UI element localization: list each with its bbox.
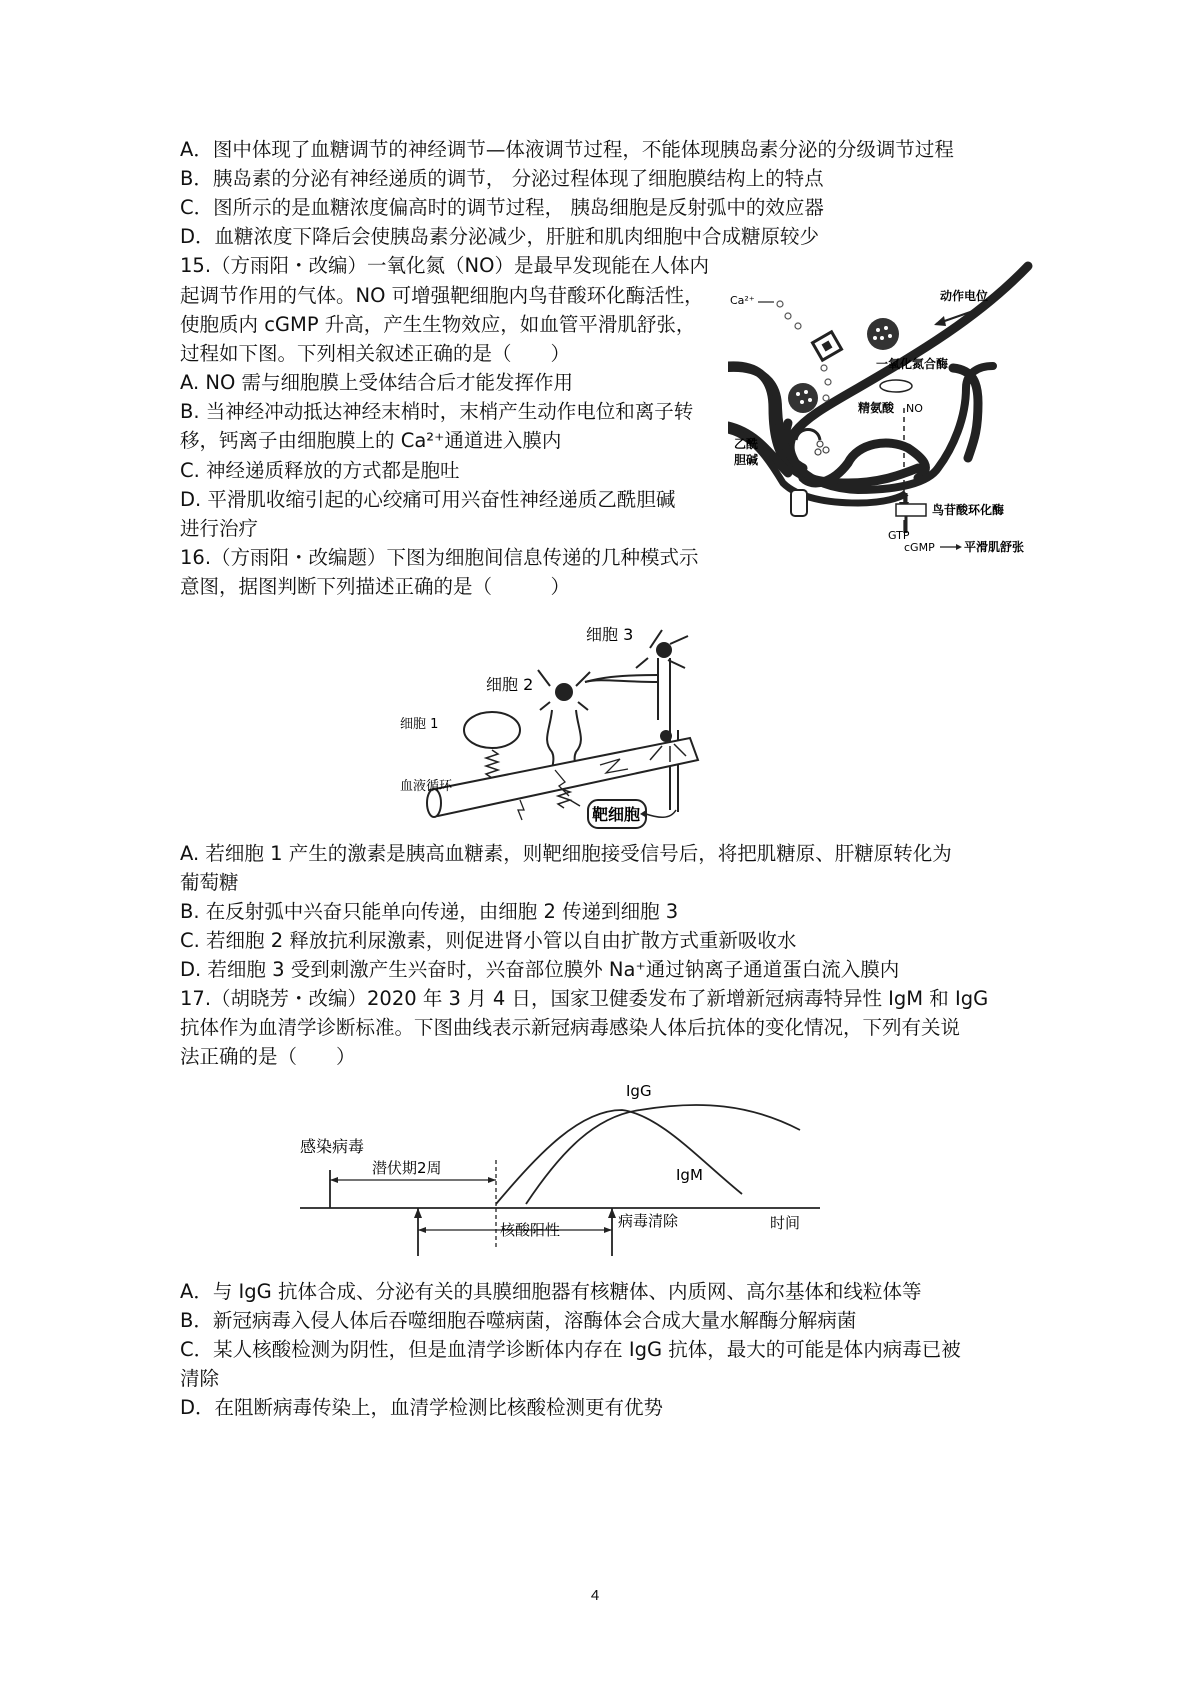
q15-option-d: D. 平滑肌收缩引起的心绞痛可用兴奋性神经递质乙酰胆碱 [180,488,676,511]
cell1-label: 细胞 1 [400,717,439,732]
cgmp-label: cGMP [904,541,935,554]
q17-option-d: D．在阻断病毒传染上，血清学检测比核酸检测更有优势 [180,1396,664,1419]
q16-option-a: A. 若细胞 1 产生的激素是胰高血糖素，则靶细胞接受信号后，将把肌糖原、肝糖原转化为 [180,842,952,865]
q16-stem-line-2: 意图，据图判断下列描述正确的是（ ） [180,575,571,598]
igm-curve [496,1110,742,1204]
exocytosis-site [796,430,820,441]
guanylate-cyclase [896,504,926,516]
q17-option-c: C．某人核酸检测为阴性，但是血清学诊断体内存在 IgG 抗体，最大的可能是体内病毒已被 [180,1338,961,1361]
cell-signaling-figure [400,620,740,840]
ach-label-1: 乙酰 [734,437,759,451]
arginine-oval [880,380,912,392]
gc-label: 鸟苷酸环化酶 [932,503,1005,517]
blood-label: 血液循环 [400,779,453,794]
q17-option-a: A．与 IgG 抗体合成、分泌有关的具膜细胞器有核糖体、内质网、高尔基体和线粒体等 [180,1280,922,1303]
ach-receptor [791,490,807,516]
q15-stem-line-4: 过程如下图。下列相关叙述正确的是（ ） [180,342,571,365]
cell1-signal [486,750,498,778]
igg-label: IgG [626,1082,652,1100]
nos-label: 一氧化氮合酶 [876,357,949,371]
arginine-label: 精氨酸 [858,401,895,415]
q16-option-c: C. 若细胞 2 释放抗利尿激素，则促进肾小管以自由扩散方式重新吸收水 [180,929,797,952]
igm-label: IgM [676,1166,703,1184]
antibody-figure [300,1080,860,1260]
q14-option-a: A．图中体现了血糖调节的神经调节—体液调节过程，不能体现胰岛素分泌的分级调节过程 [180,138,954,161]
q14-option-c: C．图所示的是血糖浓度偏高时的调节过程， 胰岛细胞是反射弧中的效应器 [180,196,824,219]
q14-option-b: B．胰岛素的分泌有神经递质的调节， 分泌过程体现了细胞膜结构上的特点 [180,167,824,190]
ach-label-2: 胆碱 [734,453,759,467]
q15-stem-line-2: 起调节作用的气体。NO 可增强靶细胞内鸟苷酸环化酶活性， [180,284,704,307]
q16-stem-line-1: 16.（方雨阳・改编题）下图为细胞间信息传递的几种模式示 [180,546,699,569]
ca-label: Ca²⁺ [730,294,755,307]
q16-option-a-cont: 葡萄糖 [180,871,239,894]
q15-option-a: A. NO 需与细胞膜上受体结合后才能发挥作用 [180,371,574,394]
q15-stem-line-1: 15.（方雨阳・改编）一氧化氮（NO）是最早发现能在人体内 [180,254,709,277]
action-potential-label: 动作电位 [940,289,989,303]
presynaptic-membrane [790,266,1028,483]
q17-stem-line-1: 17.（胡晓芳・改编）2020 年 3 月 4 日，国家卫健委发布了新增新冠病毒特异性 IgM 和 IgG [180,987,989,1010]
infection-label: 感染病毒 [300,1137,365,1156]
cell3-label: 细胞 3 [586,625,634,644]
cell2-label: 细胞 2 [486,675,534,694]
nucleic-label: 核酸阳性 [500,1221,561,1239]
relax-label: 平滑肌舒张 [964,540,1025,554]
blood-vessel [427,738,698,817]
q16-option-d: D. 若细胞 3 受到刺激产生兴奋时，兴奋部位膜外 Na⁺通过钠离子通道蛋白流入膜内 [180,958,900,981]
q15-option-b-cont: 移，钙离子由细胞膜上的 Ca²⁺通道进入膜内 [180,429,562,452]
no-signaling-figure [728,258,1088,568]
q15-option-c: C. 神经递质释放的方式都是胞吐 [180,459,460,482]
q16-option-b: B. 在反射弧中兴奋只能单向传递，由细胞 2 传递到细胞 3 [180,900,679,923]
igg-curve [526,1105,800,1204]
q17-stem-line-2: 抗体作为血清学诊断标准。下图曲线表示新冠病毒感染人体后抗体的变化情况，下列有关说 [180,1016,961,1039]
q15-option-b: B. 当神经冲动抵达神经末梢时，末梢产生动作电位和离子转 [180,400,694,423]
no-label: NO [906,402,923,415]
q15-option-d-cont: 进行治疗 [180,517,259,540]
latent-label: 潜伏期2周 [372,1159,442,1177]
q17-stem-line-3: 法正确的是（ ） [180,1045,356,1068]
q14-option-d: D．血糖浓度下降后会使胰岛素分泌减少，肝脏和肌肉细胞中合成糖原较少 [180,225,820,248]
gtp-label: GTP [888,529,910,542]
q17-option-c-cont: 清除 [180,1367,220,1390]
target-cell-label: 靶细胞 [592,805,641,824]
q17-option-b: B．新冠病毒入侵人体后吞噬细胞吞噬病菌，溶酶体会合成大量水解酶分解病菌 [180,1309,857,1332]
page-number: 4 [590,1587,600,1604]
cell1-oval [464,712,520,748]
time-label: 时间 [770,1214,801,1232]
cell3-neuron [585,630,688,812]
q15-stem-line-3: 使胞质内 cGMP 升高，产生生物效应，如血管平滑肌舒张， [180,313,696,336]
cleared-label: 病毒清除 [618,1212,679,1230]
